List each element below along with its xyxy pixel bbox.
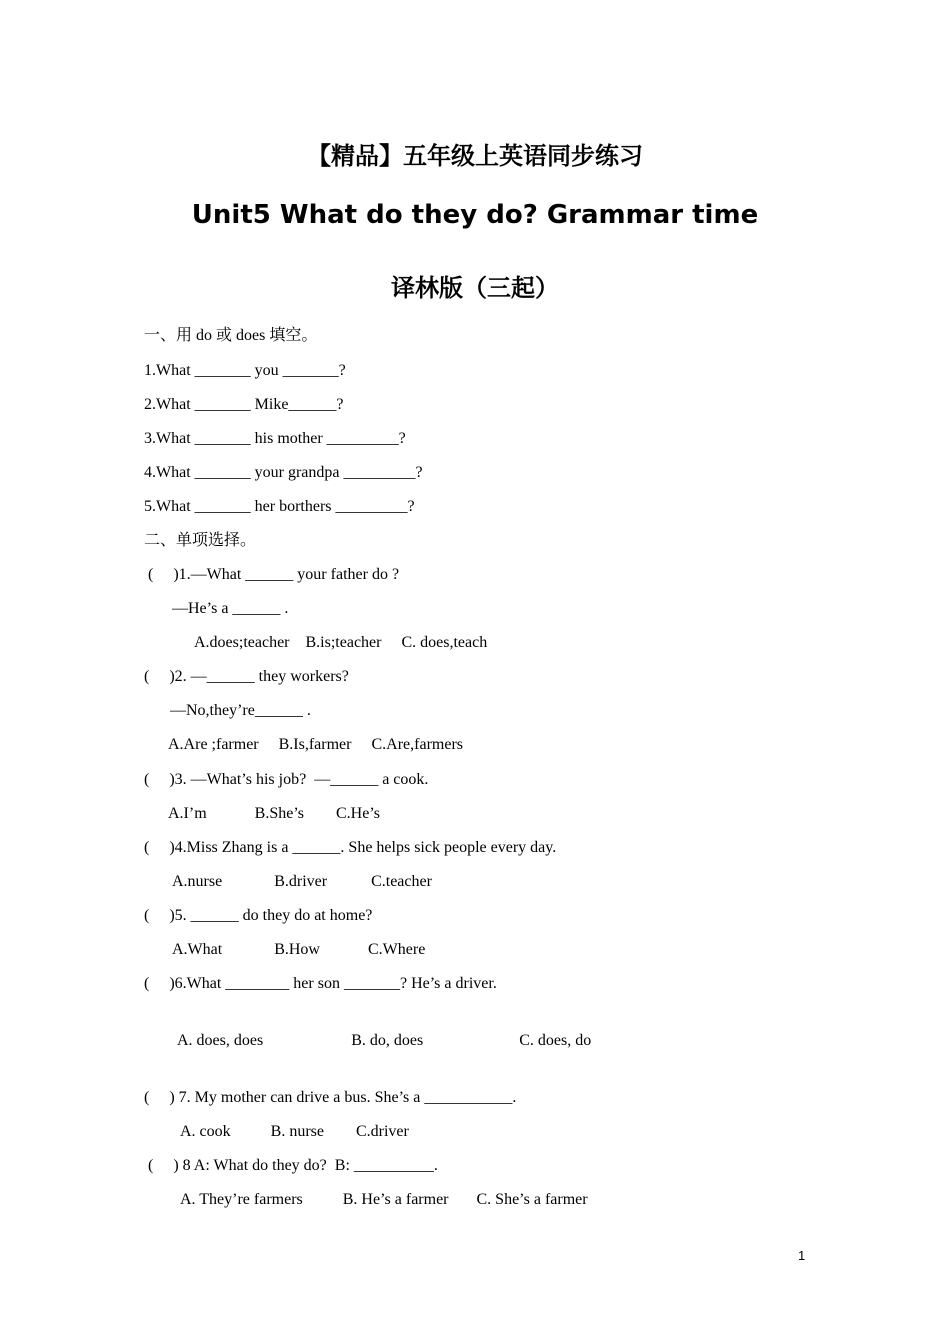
q8-stem: ( ) 8 A: What do they do? B: __________. bbox=[148, 1157, 438, 1174]
q3-options: A.I’m B.She’s C.He’s bbox=[168, 805, 380, 822]
q2-reply: —No,they’re______ . bbox=[170, 702, 311, 719]
page-number: 1 bbox=[798, 1248, 806, 1263]
doc-title-line2: Unit5 What do they do? Grammar time bbox=[191, 200, 759, 230]
section1-item-5: 5.What _______ her borthers _________? bbox=[144, 498, 415, 515]
section2-heading: 二、单项选择。 bbox=[144, 532, 257, 549]
doc-title-line1: 【精品】五年级上英语同步练习 bbox=[307, 142, 643, 170]
section1-item-4: 4.What _______ your grandpa _________? bbox=[144, 464, 423, 481]
q7-options: A. cook B. nurse C.driver bbox=[180, 1123, 409, 1140]
q5-stem: ( )5. ______ do they do at home? bbox=[144, 907, 373, 924]
doc-title-line3: 译林版（三起） bbox=[391, 274, 559, 302]
q6-options: A. does, does B. do, does C. does, do bbox=[177, 1032, 592, 1049]
q3-stem: ( )3. —What’s his job? —______ a cook. bbox=[144, 771, 429, 788]
q4-stem: ( )4.Miss Zhang is a ______. She helps sick people every day. bbox=[144, 839, 557, 856]
q7-stem: ( ) 7. My mother can drive a bus. She’s a ___________. bbox=[144, 1089, 517, 1106]
q2-options: A.Are ;farmer B.Is,farmer C.Are,farmers bbox=[168, 736, 463, 753]
q1-options: A.does;teacher B.is;teacher C. does,teach bbox=[194, 634, 488, 651]
section1-heading: 一、用 do 或 does 填空。 bbox=[144, 327, 318, 344]
q1-reply: —He’s a ______ . bbox=[172, 600, 289, 617]
q4-options: A.nurse B.driver C.teacher bbox=[172, 873, 432, 890]
q5-options: A.What B.How C.Where bbox=[172, 941, 426, 958]
q6-stem: ( )6.What ________ her son _______? He’s a driver. bbox=[144, 975, 497, 992]
section1-item-1: 1.What _______ you _______? bbox=[144, 362, 346, 379]
section1-item-2: 2.What _______ Mike______? bbox=[144, 396, 344, 413]
q2-stem: ( )2. —______ they workers? bbox=[144, 668, 349, 685]
q8-options: A. They’re farmers B. He’s a farmer C. She’s a farmer bbox=[180, 1191, 588, 1208]
q1-stem: ( )1.—What ______ your father do ? bbox=[148, 566, 400, 583]
section1-item-3: 3.What _______ his mother _________? bbox=[144, 430, 406, 447]
